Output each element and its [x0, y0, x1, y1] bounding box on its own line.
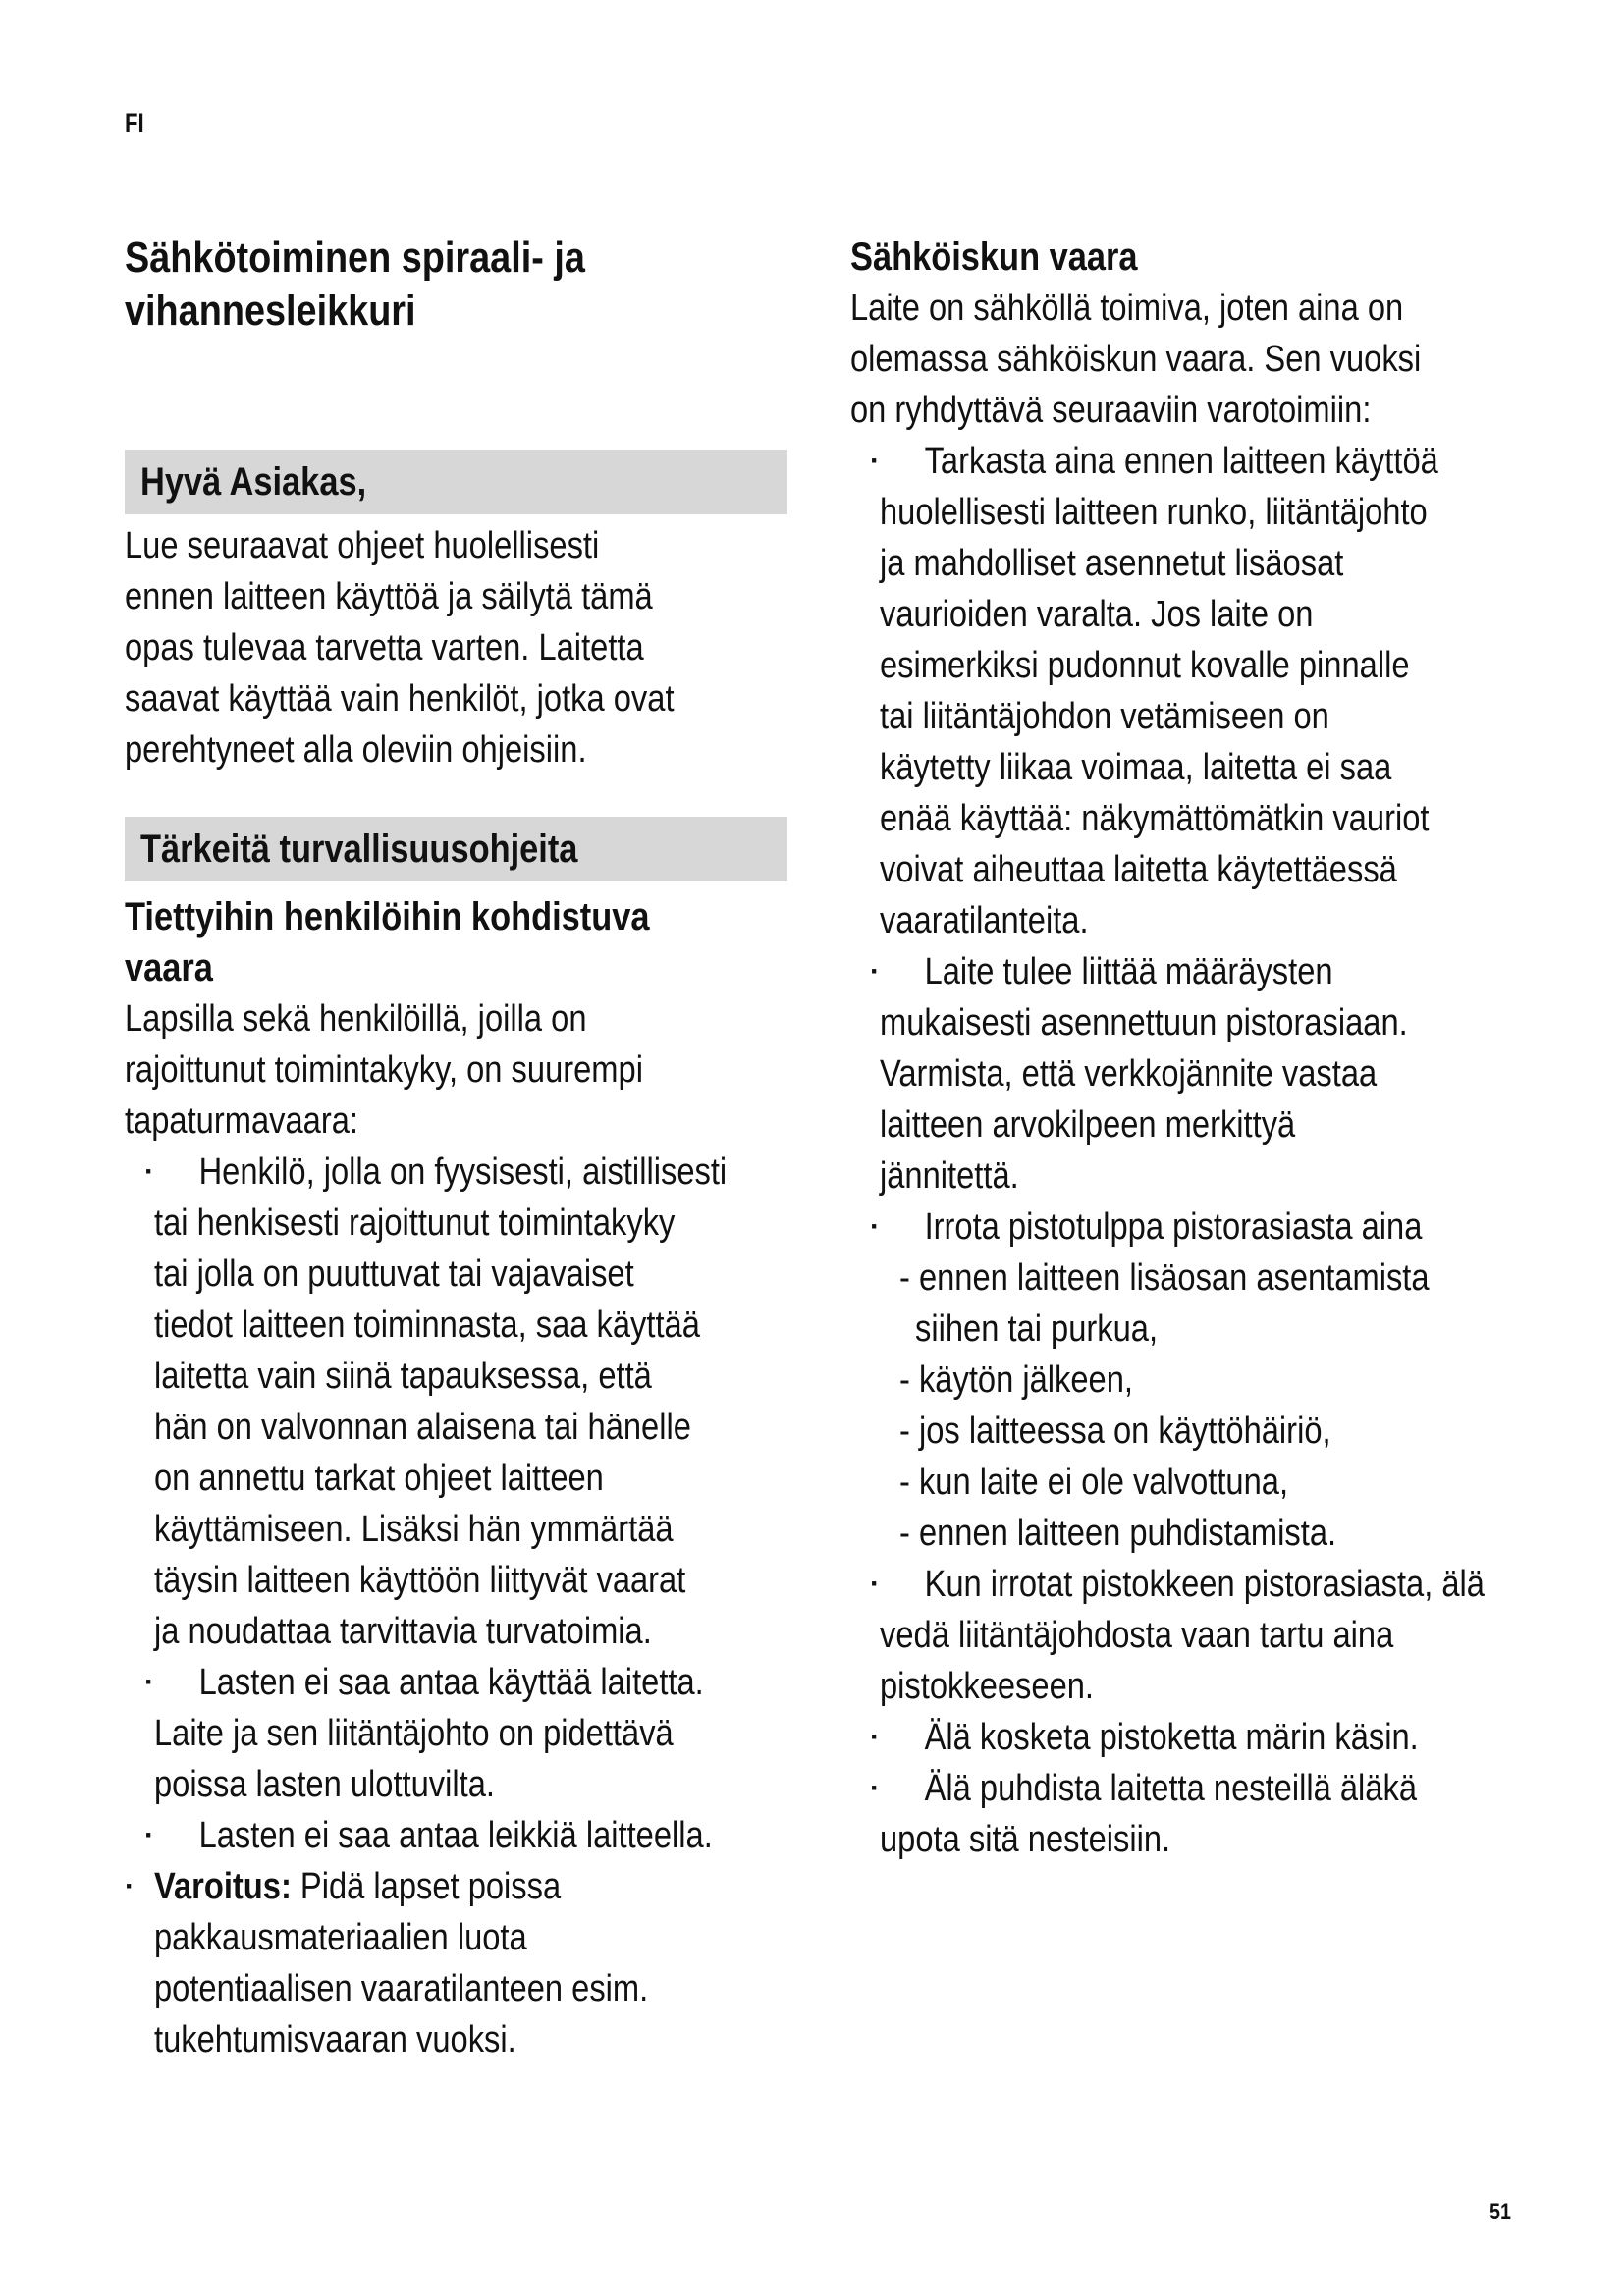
text-line: Laite tulee liittää määräysten	[924, 951, 1333, 992]
text-line: siihen tai purkua,	[915, 1308, 1159, 1350]
text-line: on annettu tarkat ohjeet laitteen	[154, 1458, 604, 1499]
text-line: - ennen laitteen lisäosan asentamista	[899, 1257, 1430, 1299]
greeting-banner	[125, 450, 787, 514]
text-line: tai jolla on puuttuvat tai vajavaiset	[154, 1254, 634, 1295]
text-line: ennen laitteen käyttöä ja säilytä tämä	[125, 576, 653, 617]
text-line: Lue seuraavat ohjeet huolellisesti	[125, 525, 600, 566]
page-number: 51	[1489, 2199, 1511, 2225]
text-line: hän on valvonnan alaisena tai hänelle	[154, 1407, 691, 1448]
bullet-icon: ·	[144, 1819, 154, 1851]
text-line: potentiaalisen vaaratilanteen esim.	[154, 1968, 649, 2009]
text-line: enää käyttää: näkymättömätkin vauriot	[880, 798, 1430, 839]
text-line: upota sitä nesteisiin.	[880, 1819, 1171, 1860]
text-line: käytetty liikaa voimaa, laitetta ei saa	[880, 747, 1392, 788]
text-line: Lapsilla sekä henkilöillä, joilla on	[125, 998, 587, 1040]
text-line: olemassa sähköiskun vaara. Sen vuoksi	[850, 339, 1422, 380]
text-line: - jos laitteessa on käyttöhäiriö,	[899, 1411, 1331, 1452]
dash-item	[850, 1304, 1557, 1355]
bullet-item	[125, 1147, 802, 1657]
dash-item	[850, 1508, 1557, 1559]
text-line: ja noudattaa tarvittavia turvatoimia.	[154, 1611, 652, 1652]
bullet-icon: ·	[870, 1721, 880, 1753]
left-column	[125, 232, 802, 2065]
dash-list	[850, 1253, 1557, 1559]
text-line: Kun irrotat pistokkeen pistorasiasta, älä	[924, 1564, 1485, 1605]
safety-heading: Tärkeitä turvallisuusohjeita	[140, 828, 578, 871]
bullet-item	[850, 946, 1557, 1201]
risk-heading	[125, 891, 802, 993]
text-line: Laite on sähköllä toimiva, joten aina on	[850, 288, 1404, 329]
title-line: Sähkötoiminen spiraali- ja	[125, 234, 585, 282]
bullet-icon: ·	[870, 1772, 880, 1804]
text-line: Irrota pistotulppa pistorasiasta aina	[924, 1206, 1423, 1248]
warning-text: Pidä lapset poissa	[291, 1866, 562, 1907]
language-label: FI	[125, 108, 144, 137]
intro-paragraph	[125, 520, 802, 775]
text-line: - kun laite ei ole valvottuna,	[899, 1462, 1289, 1503]
bullet-icon: ·	[870, 1568, 880, 1600]
text-line: esimerkiksi pudonnut kovalle pinnalle	[880, 645, 1410, 686]
bullet-item	[125, 1810, 802, 1861]
text-line: Älä puhdista laitetta nesteillä äläkä	[924, 1768, 1418, 1809]
text-line: rajoittunut toimintakyky, on suurempi	[125, 1049, 643, 1091]
text-line: Laite ja sen liitäntäjohto on pidettävä	[154, 1713, 674, 1754]
text-line: käyttämiseen. Lisäksi hän ymmärtää	[154, 1509, 674, 1550]
right-column	[850, 232, 1557, 1865]
bullet-item	[850, 1201, 1557, 1253]
text-line: - käytön jälkeen,	[899, 1360, 1133, 1401]
text-line: perehtyneet alla oleviin ohjeisiin.	[125, 729, 587, 771]
dash-item	[850, 1253, 1557, 1304]
text-line: huolellisesti laitteen runko, liitäntäjohto	[880, 492, 1428, 533]
bullet-icon: ·	[870, 955, 880, 988]
greeting-heading: Hyvä Asiakas,	[140, 460, 367, 504]
shock-heading	[850, 232, 1557, 283]
bullet-icon: ·	[870, 1210, 880, 1243]
bullet-icon: ·	[144, 1666, 154, 1698]
text-line: vedä liitäntäjohdosta vaan tartu aina	[880, 1615, 1394, 1656]
bullet-item	[850, 436, 1557, 946]
bullet-item	[850, 1712, 1557, 1763]
text-line: on ryhdyttävä seuraaviin varotoimiin:	[850, 390, 1372, 431]
text-line: täysin laitteen käyttöön liittyvät vaarat	[154, 1560, 686, 1601]
text-line: - ennen laitteen puhdistamista.	[899, 1513, 1337, 1554]
warning-label: Varoitus:	[154, 1866, 292, 1907]
text-line: vaurioiden varalta. Jos laite on	[880, 594, 1314, 635]
text-line: tai liitäntäjohdon vetämiseen on	[880, 696, 1329, 737]
text-line: Älä kosketa pistoketta märin käsin.	[924, 1717, 1419, 1758]
text-line: Lasten ei saa antaa leikkiä laitteella.	[198, 1815, 713, 1856]
text-line: pistokkeeseen.	[880, 1666, 1095, 1707]
bullet-item	[850, 1763, 1557, 1865]
warning-first-line	[154, 1861, 712, 1912]
safety-banner	[125, 817, 787, 881]
text-line: voivat aiheuttaa laitetta käytettäessä	[880, 849, 1397, 890]
text-line: opas tulevaa tarvetta varten. Laitetta	[125, 627, 644, 668]
bullet-icon: ·	[125, 1870, 135, 1902]
text-line: tiedot laitteen toiminnasta, saa käyttää	[154, 1305, 700, 1346]
bullet-icon: ·	[144, 1155, 154, 1188]
page-title	[125, 232, 802, 338]
text-line: poissa lasten ulottuvilta.	[154, 1764, 495, 1805]
shock-intro	[850, 283, 1557, 436]
warning-item	[125, 1861, 802, 2065]
heading-line: Sähköiskun vaara	[850, 236, 1138, 279]
risk-intro	[125, 993, 802, 1147]
text-line: tapaturmavaara:	[125, 1100, 358, 1142]
bullet-item	[125, 1657, 802, 1810]
dash-item	[850, 1355, 1557, 1406]
text-line: Varmista, että verkkojännite vastaa	[880, 1053, 1378, 1095]
text-line: laitteen arvokilpeen merkittyä	[880, 1104, 1296, 1146]
text-line: saavat käyttää vain henkilöt, jotka ovat	[125, 678, 675, 720]
dash-item	[850, 1457, 1557, 1508]
text-line: laitetta vain siinä tapauksessa, että	[154, 1356, 652, 1397]
text-line: pakkausmateriaalien luota	[154, 1917, 527, 1958]
text-line: tai henkisesti rajoittunut toimintakyky	[154, 1202, 676, 1244]
title-line: vihannesleikkuri	[125, 287, 416, 335]
dash-item	[850, 1406, 1557, 1457]
text-line: mukaisesti asennettuun pistorasiaan.	[880, 1002, 1408, 1043]
heading-line: vaara	[125, 946, 213, 989]
text-line: jännitettä.	[880, 1155, 1019, 1197]
text-line: Henkilö, jolla on fyysisesti, aistillisesti	[198, 1151, 728, 1193]
heading-line: Tiettyihin henkilöihin kohdistuva	[125, 895, 650, 938]
text-line: tukehtumisvaaran vuoksi.	[154, 2019, 516, 2060]
text-line: vaaratilanteita.	[880, 900, 1089, 941]
text-line: Lasten ei saa antaa käyttää laitetta.	[198, 1662, 704, 1703]
text-line: Tarkasta aina ennen laitteen käyttöä	[924, 441, 1438, 482]
bullet-icon: ·	[870, 445, 880, 477]
bullet-item	[850, 1559, 1557, 1712]
text-line: ja mahdolliset asennetut lisäosat	[880, 543, 1344, 584]
